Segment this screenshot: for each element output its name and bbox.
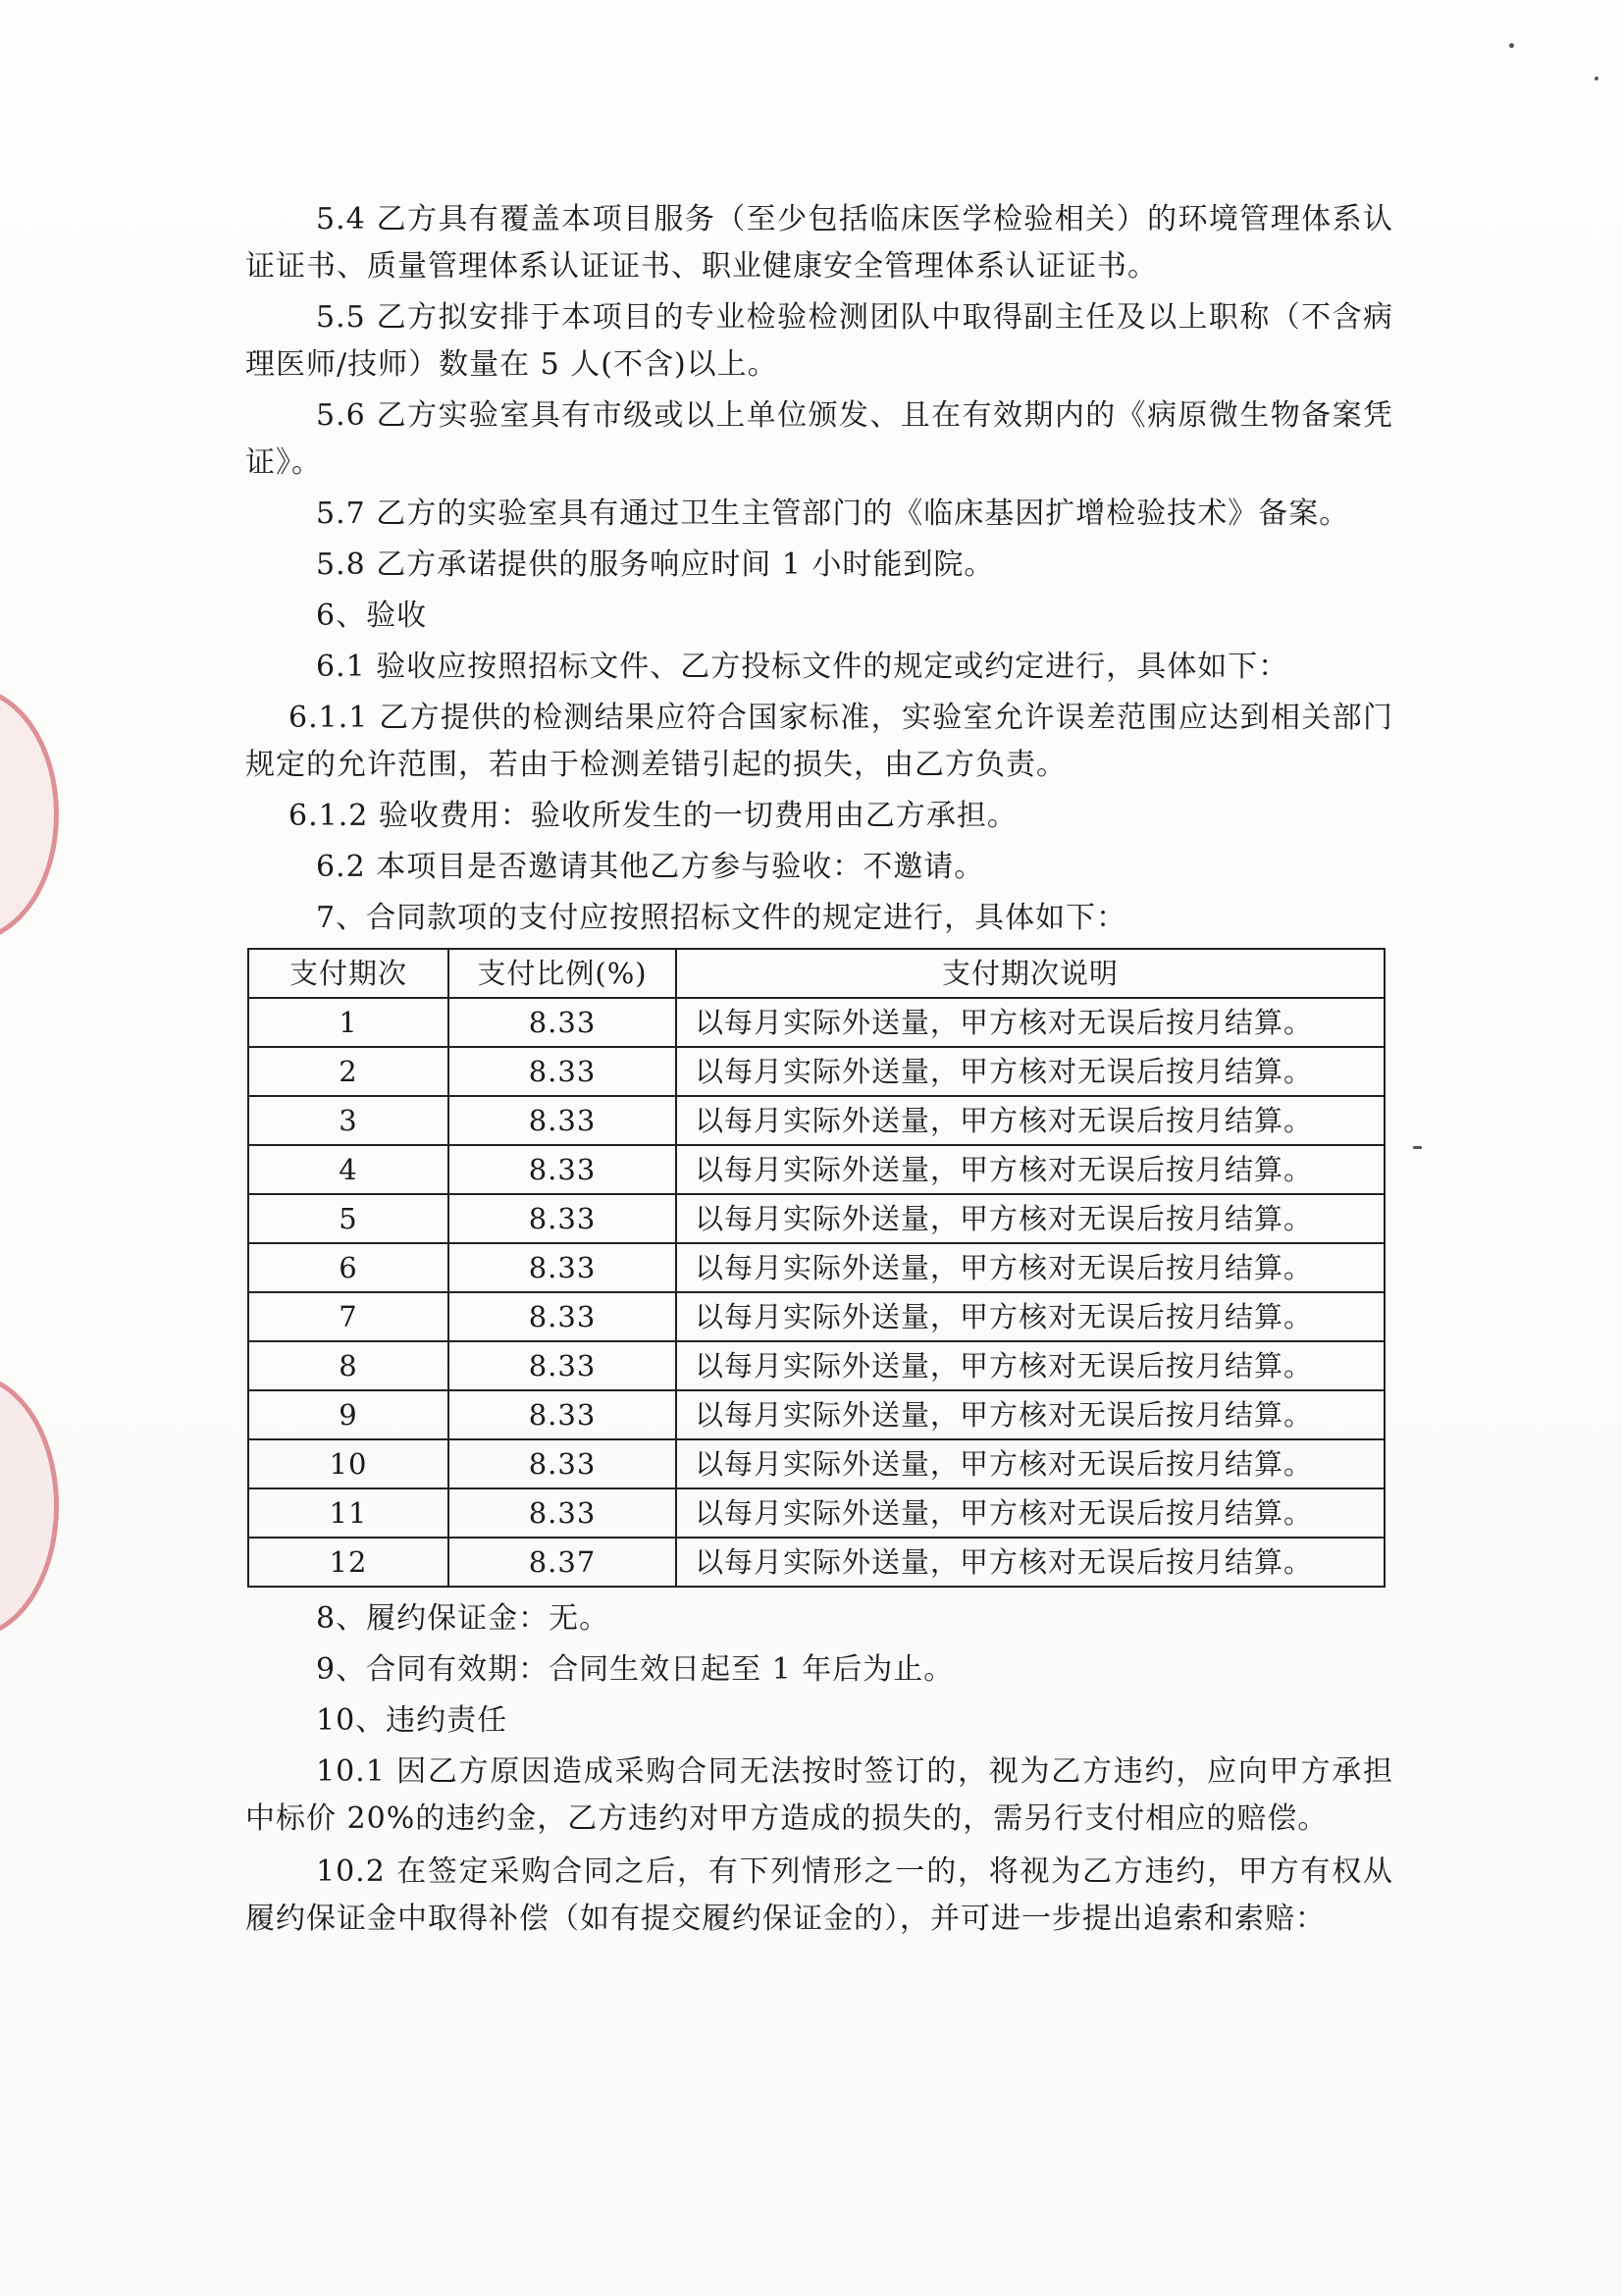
cell-ratio: 8.33 — [448, 1390, 676, 1439]
section-7-heading: 7、合同款项的支付应按照招标文件的规定进行，具体如下： — [316, 901, 1127, 935]
red-seal-stamp — [0, 1374, 59, 1639]
document-body — [245, 196, 1393, 1947]
table-row — [248, 1096, 1385, 1145]
cell-description: 以每月实际外送量，甲方核对无误后按月结算。 — [676, 1194, 1385, 1243]
cell-ratio: 8.33 — [448, 1194, 676, 1243]
cell-description: 以每月实际外送量，甲方核对无误后按月结算。 — [676, 1243, 1385, 1292]
clause-5-5: 5.5 乙方拟安排于本项目的专业检验检测团队中取得副主任及以上职称（不含病理医师/技师）数量在 5 人(不含)以上。 — [245, 300, 1393, 382]
table-row — [248, 998, 1385, 1047]
cell-period: 5 — [248, 1194, 448, 1243]
cell-ratio: 8.33 — [448, 1341, 676, 1390]
cell-description: 以每月实际外送量，甲方核对无误后按月结算。 — [676, 1145, 1385, 1194]
red-seal-stamp — [0, 687, 59, 942]
scan-speck — [1595, 77, 1598, 80]
cell-period: 4 — [248, 1145, 448, 1194]
clause-10-1: 10.1 因乙方原因造成采购合同无法按时签订的，视为乙方违约，应向甲方承担中标价 20%的违约金，乙方违约对甲方造成的损失的，需另行支付相应的赔偿。 — [245, 1754, 1393, 1836]
cell-description: 以每月实际外送量，甲方核对无误后按月结算。 — [676, 1390, 1385, 1439]
clause-6-1-1: 6.1.1 乙方提供的检测结果应符合国家标准，实验室允许误差范围应达到相关部门规定的允许范围，若由于检测差错引起的损失，由乙方负责。 — [245, 701, 1393, 782]
table-row — [248, 1538, 1385, 1587]
table-row — [248, 1390, 1385, 1439]
cell-period: 9 — [248, 1390, 448, 1439]
cell-description: 以每月实际外送量，甲方核对无误后按月结算。 — [676, 1538, 1385, 1587]
scan-speck — [1413, 1146, 1422, 1149]
clause-5-7: 5.7 乙方的实验室具有通过卫生主管部门的《临床基因扩增检验技术》备案。 — [316, 496, 1350, 531]
cell-period: 11 — [248, 1488, 448, 1538]
clause-10-2: 10.2 在签定采购合同之后，有下列情形之一的，将视为乙方违约，甲方有权从履约保证金中取得补偿（如有提交履约保证金的），并可进一步提出追索和索赔： — [245, 1854, 1393, 1936]
clause-5-8: 5.8 乙方承诺提供的服务响应时间 1 小时能到院。 — [316, 548, 995, 582]
table-row — [248, 1145, 1385, 1194]
cell-ratio: 8.33 — [448, 1439, 676, 1488]
table-row — [248, 1194, 1385, 1243]
cell-description: 以每月实际外送量，甲方核对无误后按月结算。 — [676, 998, 1385, 1047]
cell-ratio: 8.33 — [448, 998, 676, 1047]
payment-schedule-table — [247, 948, 1386, 1588]
cell-period: 3 — [248, 1096, 448, 1145]
cell-period: 8 — [248, 1341, 448, 1390]
clause-6-1-2: 6.1.2 验收费用：验收所发生的一切费用由乙方承担。 — [288, 799, 1018, 833]
table-row — [248, 1341, 1385, 1390]
cell-description: 以每月实际外送量，甲方核对无误后按月结算。 — [676, 1292, 1385, 1341]
cell-period: 7 — [248, 1292, 448, 1341]
cell-description: 以每月实际外送量，甲方核对无误后按月结算。 — [676, 1439, 1385, 1488]
table-row — [248, 1292, 1385, 1341]
cell-description: 以每月实际外送量，甲方核对无误后按月结算。 — [676, 1047, 1385, 1096]
clause-8: 8、履约保证金：无。 — [316, 1601, 610, 1636]
cell-period: 2 — [248, 1047, 448, 1096]
header-ratio: 支付比例(%) — [448, 949, 676, 998]
cell-description: 以每月实际外送量，甲方核对无误后按月结算。 — [676, 1096, 1385, 1145]
cell-description: 以每月实际外送量，甲方核对无误后按月结算。 — [676, 1341, 1385, 1390]
section-6-heading: 6、验收 — [316, 599, 428, 633]
header-period: 支付期次 — [248, 949, 448, 998]
cell-period: 10 — [248, 1439, 448, 1488]
cell-ratio: 8.33 — [448, 1243, 676, 1292]
clause-6-2: 6.2 本项目是否邀请其他乙方参与验收：不邀请。 — [316, 850, 985, 884]
cell-ratio: 8.33 — [448, 1488, 676, 1538]
cell-period: 12 — [248, 1538, 448, 1587]
clause-5-6: 5.6 乙方实验室具有市级或以上单位颁发、且在有效期内的《病原微生物备案凭证》。 — [245, 398, 1393, 480]
clause-9: 9、合同有效期：合同生效日起至 1 年后为止。 — [316, 1652, 955, 1687]
scan-speck — [1509, 43, 1514, 48]
clause-6-1: 6.1 验收应按照招标文件、乙方投标文件的规定或约定进行，具体如下： — [316, 650, 1289, 684]
clause-5-4: 5.4 乙方具有覆盖本项目服务（至少包括临床医学检验相关）的环境管理体系认证证书、质量管理体系认证证书、职业健康安全管理体系认证证书。 — [245, 202, 1393, 284]
cell-ratio: 8.33 — [448, 1096, 676, 1145]
cell-description: 以每月实际外送量，甲方核对无误后按月结算。 — [676, 1488, 1385, 1538]
cell-ratio: 8.37 — [448, 1538, 676, 1587]
table-row — [248, 1439, 1385, 1488]
cell-ratio: 8.33 — [448, 1292, 676, 1341]
cell-ratio: 8.33 — [448, 1145, 676, 1194]
cell-period: 1 — [248, 998, 448, 1047]
cell-ratio: 8.33 — [448, 1047, 676, 1096]
table-row — [248, 1488, 1385, 1538]
header-description: 支付期次说明 — [676, 949, 1385, 998]
cell-period: 6 — [248, 1243, 448, 1292]
table-header-row — [248, 949, 1385, 998]
table-row — [248, 1243, 1385, 1292]
table-row — [248, 1047, 1385, 1096]
section-10-heading: 10、违约责任 — [316, 1703, 508, 1738]
